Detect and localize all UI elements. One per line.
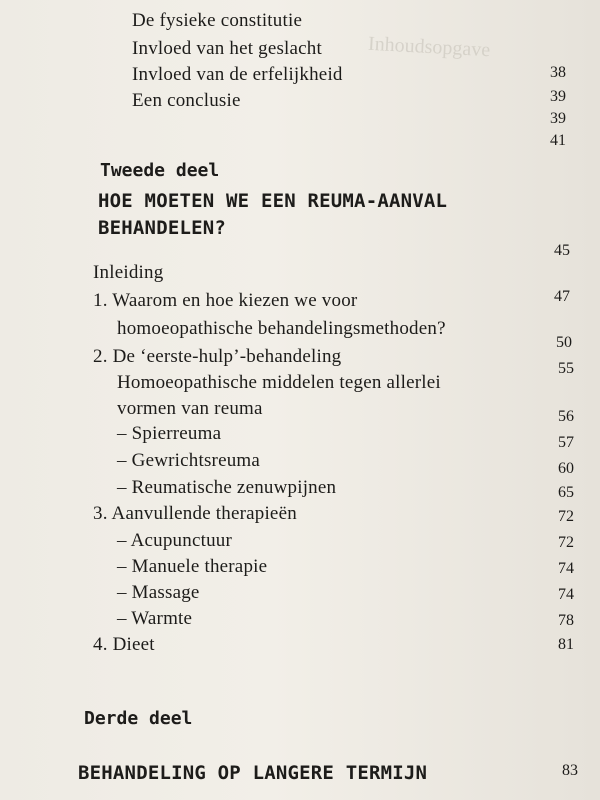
page-number: 41 bbox=[550, 132, 566, 149]
page-number: 56 bbox=[558, 408, 574, 425]
page-number: 72 bbox=[558, 508, 574, 525]
page-number: 60 bbox=[558, 460, 574, 477]
toc-entry: – Gewrichtsreuma bbox=[117, 450, 261, 471]
page-number: 72 bbox=[558, 534, 574, 551]
toc-entry: – Spierreuma bbox=[117, 423, 222, 444]
toc-entry: Homoeopathische middelen tegen allerlei bbox=[117, 372, 441, 393]
page-number: 55 bbox=[558, 360, 574, 377]
page-number: 81 bbox=[558, 636, 574, 653]
toc-entry: – Acupunctuur bbox=[117, 530, 232, 551]
part-label: Tweede deel bbox=[100, 160, 220, 181]
toc-entry: – Warmte bbox=[117, 608, 193, 629]
toc-entry: – Reumatische zenuwpijnen bbox=[117, 477, 337, 498]
page-number: 57 bbox=[558, 434, 574, 451]
toc-entry: 3. Aanvullende therapieën bbox=[93, 503, 297, 524]
part-title: BEHANDELING OP LANGERE TERMIJN bbox=[78, 762, 428, 784]
page-number: 39 bbox=[550, 88, 566, 105]
page-number: 74 bbox=[558, 560, 574, 577]
toc-entry: – Manuele therapie bbox=[117, 556, 268, 577]
page-number: 65 bbox=[558, 484, 574, 501]
page-number: 74 bbox=[558, 586, 574, 603]
toc-entry: 1. Waarom en hoe kiezen we voor bbox=[93, 290, 358, 311]
toc-entry: homoeopathische behandelingsmethoden? bbox=[117, 318, 446, 339]
page-number: 50 bbox=[556, 334, 572, 351]
page-number: 47 bbox=[554, 288, 570, 305]
show-through-text: Inhoudsopgave bbox=[367, 32, 491, 62]
toc-entry: Invloed van de erfelijkheid bbox=[132, 64, 343, 85]
page-number: 78 bbox=[558, 612, 574, 629]
page-number: 45 bbox=[554, 242, 570, 259]
toc-entry: 2. De ‘eerste-hulp’-behandeling bbox=[93, 346, 342, 367]
toc-entry: vormen van reuma bbox=[117, 398, 263, 419]
toc-entry: Een conclusie bbox=[132, 90, 241, 111]
page-number: 39 bbox=[550, 110, 566, 127]
toc-entry: Invloed van het geslacht bbox=[132, 38, 322, 59]
toc-entry: De fysieke constitutie bbox=[132, 10, 303, 31]
page-number: 83 bbox=[562, 762, 578, 779]
part-label: Derde deel bbox=[84, 708, 193, 729]
toc-entry: – Massage bbox=[117, 582, 200, 603]
toc-entry: Inleiding bbox=[93, 262, 164, 283]
part-title: BEHANDELEN? bbox=[98, 217, 227, 239]
page-number: 38 bbox=[550, 64, 566, 81]
toc-entry: 4. Dieet bbox=[93, 634, 155, 655]
part-title: HOE MOETEN WE EEN REUMA-AANVAL bbox=[98, 190, 448, 212]
